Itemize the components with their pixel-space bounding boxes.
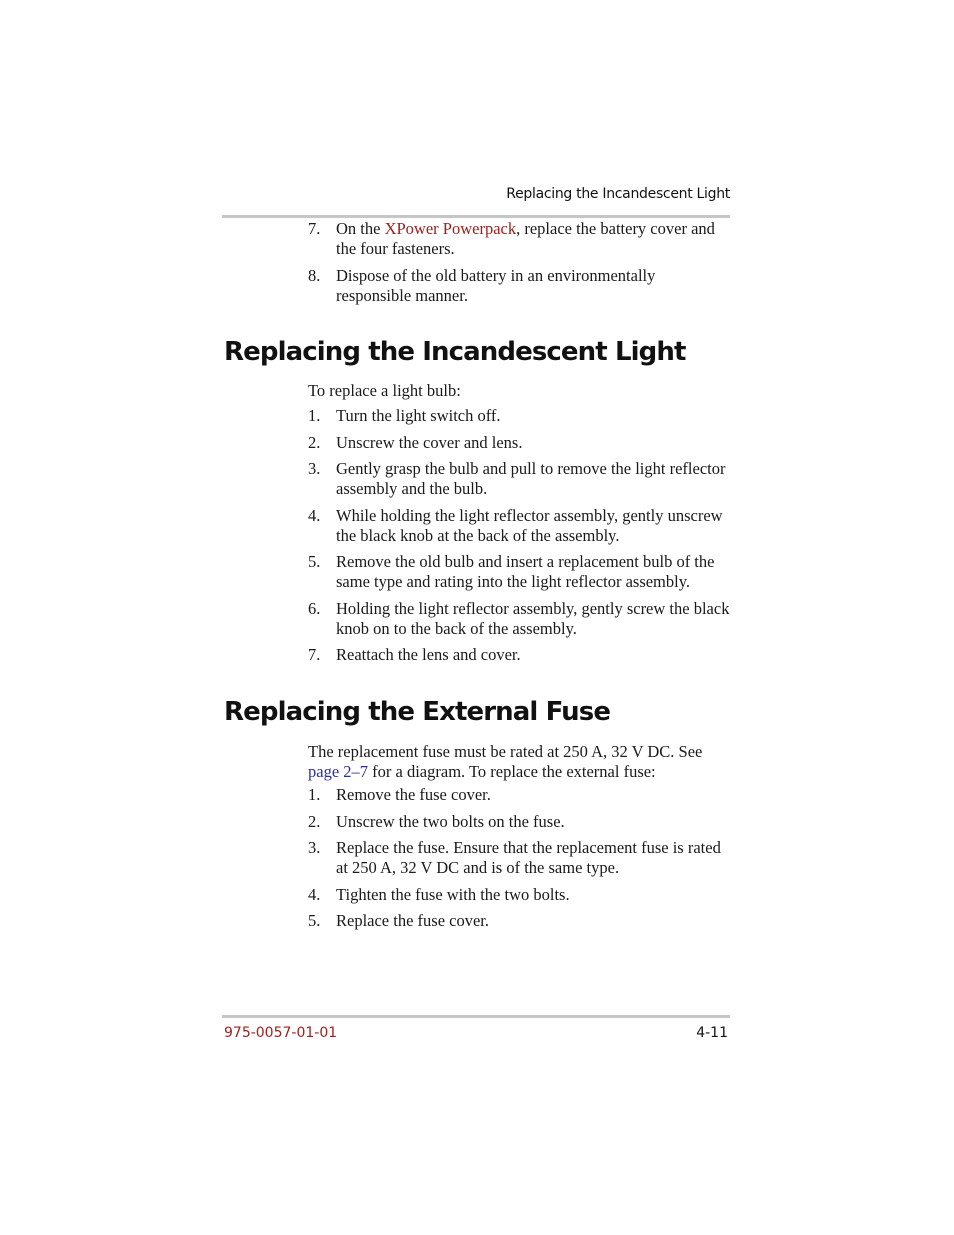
- step-text-prefix: On the: [336, 219, 385, 238]
- running-header: Replacing the Incandescent Light: [506, 186, 730, 202]
- step-text: Holding the light reflector assembly, gently screw the black knob on to the back of the assembly.: [336, 598, 730, 638]
- step-number: 8.: [308, 265, 321, 285]
- fuse-intro-prefix: The replacement fuse must be rated at 250 A, 32 V DC. See: [308, 742, 703, 761]
- list-item: [308, 266, 733, 306]
- step-number: 7.: [308, 219, 321, 238]
- list-item: [308, 506, 733, 546]
- step-number: 5.: [308, 911, 321, 930]
- step-text: Tighten the fuse with the two bolts.: [336, 884, 570, 904]
- list-item: [308, 459, 733, 499]
- page-number: 4-11: [696, 1025, 728, 1041]
- section-heading-light: Replacing the Incandescent Light: [224, 337, 686, 367]
- fuse-intro: [308, 742, 733, 782]
- step-number: 6.: [308, 598, 321, 618]
- step-number: 4.: [308, 884, 321, 904]
- list-item: [308, 838, 733, 878]
- page-reference-link[interactable]: page 2–7: [308, 762, 369, 781]
- step-text: Unscrew the two bolts on the fuse.: [336, 811, 565, 831]
- step-text-suffix: , replace the battery cover and the four fasteners.: [336, 219, 715, 258]
- xpower-powerpack-link[interactable]: XPower Powerpack: [384, 219, 517, 238]
- step-number: 3.: [308, 459, 321, 478]
- list-item: [308, 885, 733, 905]
- step-text: Gently grasp the bulb and pull to remove the light reflector assembly and the bulb.: [336, 459, 726, 498]
- list-item: [308, 911, 733, 931]
- list-item: [308, 406, 733, 426]
- step-text: Remove the old bulb and insert a replacement bulb of the same type and rating into the light reflector assembly.: [336, 552, 715, 591]
- step-text: Remove the fuse cover.: [336, 785, 491, 804]
- battery-steps-list: [308, 219, 733, 312]
- step-text: While holding the light reflector assembly, gently unscrew the black knob at the back of the assembly.: [336, 505, 723, 545]
- step-text: Replace the fuse cover.: [336, 911, 490, 930]
- document-number: 975-0057-01-01: [224, 1025, 338, 1041]
- step-text: Dispose of the old battery in an environmentally responsible manner.: [336, 265, 656, 305]
- header-rule: [222, 215, 730, 218]
- list-item: [308, 812, 733, 832]
- step-text: Reattach the lens and cover.: [336, 645, 521, 664]
- step-number: 2.: [308, 432, 321, 452]
- fuse-steps-list: [308, 785, 733, 938]
- list-item: [308, 645, 733, 665]
- step-number: 4.: [308, 505, 321, 525]
- section-heading-fuse: Replacing the External Fuse: [224, 697, 611, 727]
- list-item: [308, 433, 733, 453]
- step-number: 3.: [308, 838, 321, 857]
- fuse-intro-suffix: for a diagram. To replace the external fuse:: [368, 762, 656, 781]
- list-item: [308, 219, 733, 259]
- list-item: [308, 599, 733, 639]
- light-intro: To replace a light bulb:: [308, 381, 461, 400]
- list-item: [308, 552, 733, 592]
- step-number: 2.: [308, 811, 321, 831]
- step-number: 5.: [308, 552, 321, 571]
- light-steps-list: [308, 406, 733, 672]
- step-text: Turn the light switch off.: [336, 406, 501, 425]
- list-item: [308, 785, 733, 805]
- step-text: Unscrew the cover and lens.: [336, 432, 523, 452]
- footer-rule: [222, 1015, 730, 1018]
- step-text: Replace the fuse. Ensure that the replacement fuse is rated at 250 A, 32 V DC and is of the same type.: [336, 838, 721, 877]
- step-number: 1.: [308, 785, 321, 804]
- step-number: 1.: [308, 406, 321, 425]
- step-number: 7.: [308, 645, 321, 664]
